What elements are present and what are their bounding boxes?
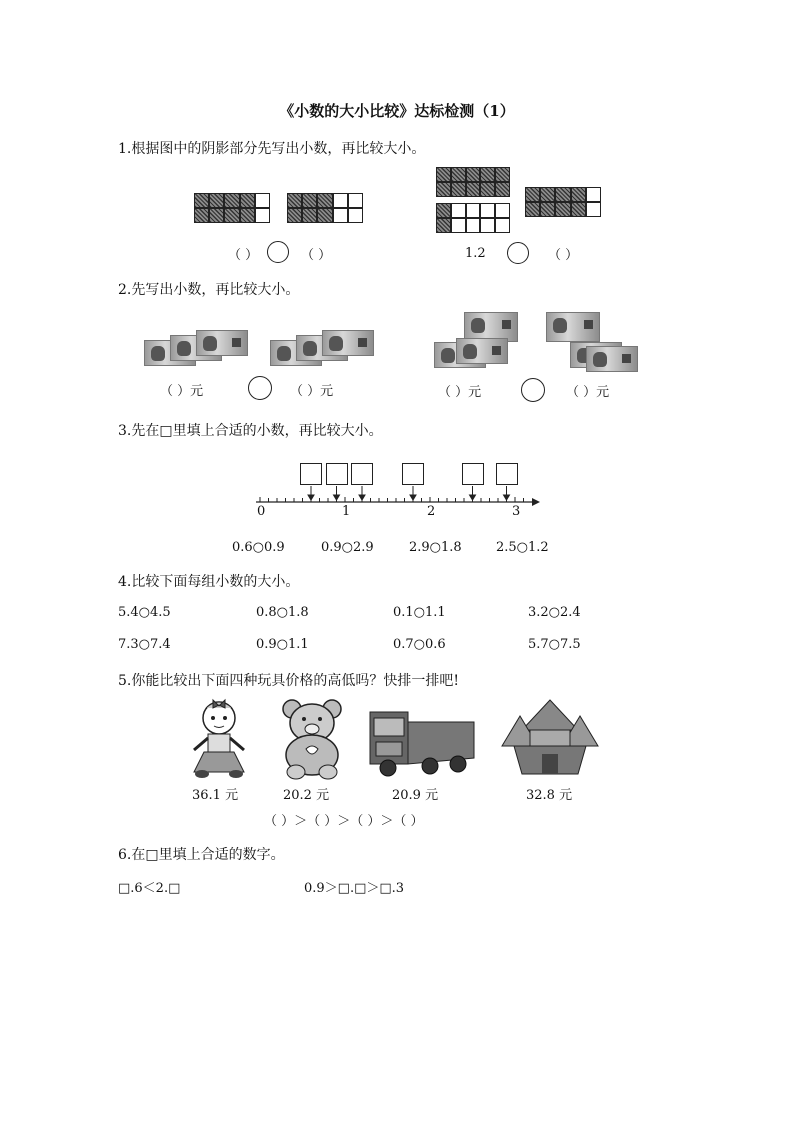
q1-grid-b [287,193,363,223]
q4-item[interactable]: 0.7○0.6 [393,637,446,652]
q1-blank-a[interactable]: （ ） [228,248,259,263]
number-line-box-4[interactable] [402,463,424,485]
truck-icon [368,708,476,778]
money-group-d-icon [546,312,641,374]
q4-item[interactable]: 7.3○7.4 [118,637,171,652]
question-4-prompt: 4.比较下面每组小数的大小。 [118,574,300,590]
doll-icon [186,696,252,780]
q1-compare-circle-right[interactable] [507,242,529,264]
price-label: 20.9 元 [392,788,439,803]
number-line-box-2[interactable] [326,463,348,485]
question-3-prompt: 3.先在□里填上合适的小数，再比较大小。 [118,423,383,439]
q1-grid-e [525,187,601,217]
q3-comparison[interactable]: 2.5○1.2 [496,540,549,555]
q4-item[interactable]: 0.9○1.1 [256,637,309,652]
money-group-a-icon [144,330,254,370]
q1-grid-c [436,167,510,197]
question-5-prompt: 5.你能比较出下面四种玩具价格的高低吗？快排一排吧! [118,673,459,689]
price-label: 36.1 元 [192,788,239,803]
money-group-c-icon [434,312,524,374]
number-line-box-3[interactable] [351,463,373,485]
number-line-box-6[interactable] [496,463,518,485]
q3-comparison[interactable]: 0.6○0.9 [232,540,285,555]
q1-blank-b[interactable]: （ ） [301,248,332,263]
q3-comparison[interactable]: 2.9○1.8 [409,540,462,555]
question-2-prompt: 2.先写出小数，再比较大小。 [118,282,300,298]
q3-comparison[interactable]: 0.9○2.9 [321,540,374,555]
q4-item[interactable]: 5.7○7.5 [528,637,581,652]
money-group-b-icon [270,330,380,370]
q1-blank-c[interactable]: （ ） [548,248,579,263]
question-6-prompt: 6.在□里填上合适的数字。 [118,847,285,863]
number-line-box-5[interactable] [462,463,484,485]
q6-item-1[interactable]: □.6＜2.□ [118,881,181,896]
q2-blank-d[interactable]: （ ）元 [566,385,610,400]
q2-compare-circle-right[interactable] [521,378,545,402]
q4-item[interactable]: 5.4○4.5 [118,605,171,620]
price-label: 32.8 元 [526,788,573,803]
q2-blank-b[interactable]: （ ）元 [290,384,334,399]
page-title: 《小数的大小比较》达标检测（1） [279,102,515,120]
tick-label-3: 3 [512,504,521,519]
q2-blank-c[interactable]: （ ）元 [438,385,482,400]
price-label: 20.2 元 [283,788,330,803]
q5-order-blanks[interactable]: （ ）＞（ ）＞（ ）＞（ ） [264,814,424,829]
q1-value-right: 1.2 [465,246,486,261]
tick-label-0: 0 [257,504,266,519]
q1-grid-a [194,193,270,223]
q4-item[interactable]: 3.2○2.4 [528,605,581,620]
q4-item[interactable]: 0.8○1.8 [256,605,309,620]
q1-grid-d [436,203,510,233]
tick-label-2: 2 [427,504,436,519]
puzzle-house-icon [500,696,600,778]
q6-item-2[interactable]: 0.9＞□.□＞□.3 [304,881,405,896]
q2-blank-a[interactable]: （ ）元 [160,384,204,399]
teddy-bear-icon [276,697,348,781]
number-line-box-1[interactable] [300,463,322,485]
q1-compare-circle-left[interactable] [267,241,289,263]
q4-item[interactable]: 0.1○1.1 [393,605,446,620]
question-1-prompt: 1.根据图中的阴影部分先写出小数，再比较大小。 [118,141,426,157]
tick-label-1: 1 [342,504,351,519]
q2-compare-circle-left[interactable] [248,376,272,400]
